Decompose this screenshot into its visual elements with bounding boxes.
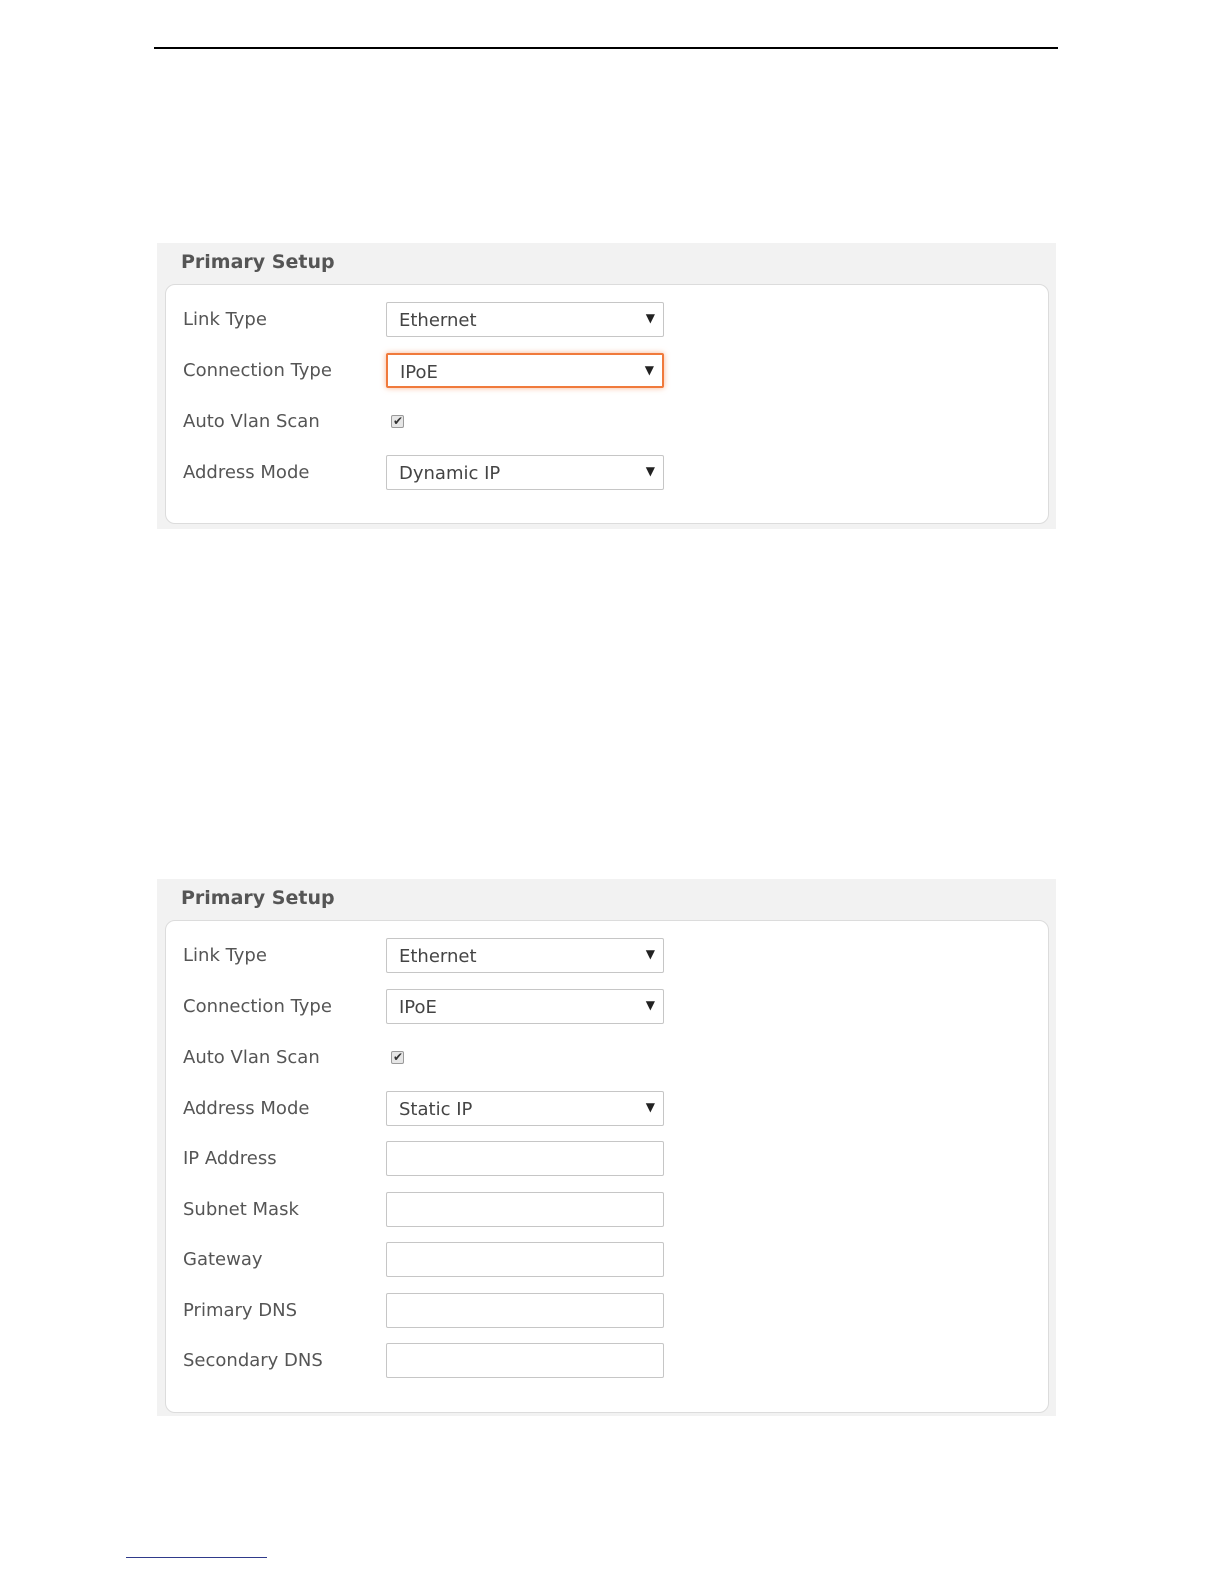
gateway-input[interactable] (386, 1242, 664, 1277)
secondary-dns-input[interactable] (386, 1343, 664, 1378)
address-mode-row (166, 455, 1048, 491)
settings-card (165, 284, 1049, 524)
link-type-select[interactable] (386, 302, 664, 337)
link-type-row (166, 302, 1048, 338)
page-header-rule (154, 47, 1058, 49)
address-mode-select[interactable] (386, 1091, 664, 1126)
link-type-label: Link Type (183, 945, 267, 966)
ip-address-input[interactable] (386, 1141, 664, 1176)
check-icon: ✔ (393, 1050, 404, 1064)
subnet-mask-input[interactable] (386, 1192, 664, 1227)
secondary-dns-row (166, 1343, 1048, 1379)
primary-dns-input[interactable] (386, 1293, 664, 1328)
address-mode-label: Address Mode (183, 1098, 310, 1119)
address-mode-row (166, 1091, 1048, 1127)
connection-type-value: IPoE (399, 997, 437, 1018)
chevron-down-icon: ▼ (645, 998, 655, 1012)
connection-type-label: Connection Type (183, 996, 332, 1017)
auto-vlan-scan-row (166, 1040, 1048, 1076)
link-type-row (166, 938, 1048, 974)
auto-vlan-scan-label: Auto Vlan Scan (183, 411, 320, 432)
address-mode-value: Static IP (399, 1099, 473, 1120)
chevron-down-icon: ▼ (645, 311, 655, 325)
panel-title: Primary Setup (181, 887, 335, 909)
footnote-rule (126, 1557, 267, 1558)
gateway-label: Gateway (183, 1249, 263, 1270)
chevron-down-icon: ▼ (645, 464, 655, 478)
subnet-mask-label: Subnet Mask (183, 1199, 299, 1220)
ip-address-label: IP Address (183, 1148, 277, 1169)
ip-address-row (166, 1141, 1048, 1177)
connection-type-row (166, 989, 1048, 1025)
link-type-value: Ethernet (399, 310, 477, 331)
auto-vlan-scan-row (166, 404, 1048, 440)
address-mode-value: Dynamic IP (399, 463, 501, 484)
check-icon: ✔ (393, 414, 404, 428)
chevron-down-icon: ▼ (644, 363, 654, 377)
secondary-dns-label: Secondary DNS (183, 1350, 323, 1371)
primary-setup-panel-dynamic (157, 243, 1056, 529)
panel-title: Primary Setup (181, 251, 335, 273)
primary-dns-row (166, 1293, 1048, 1329)
auto-vlan-scan-label: Auto Vlan Scan (183, 1047, 320, 1068)
connection-type-select[interactable] (386, 353, 664, 388)
address-mode-label: Address Mode (183, 462, 310, 483)
primary-dns-label: Primary DNS (183, 1300, 298, 1321)
auto-vlan-scan-checkbox[interactable] (391, 1051, 404, 1064)
settings-card (165, 920, 1049, 1413)
connection-type-value: IPoE (400, 362, 438, 383)
gateway-row (166, 1242, 1048, 1278)
subnet-mask-row (166, 1192, 1048, 1228)
chevron-down-icon: ▼ (645, 947, 655, 961)
address-mode-select[interactable] (386, 455, 664, 490)
link-type-select[interactable] (386, 938, 664, 973)
primary-setup-panel-static (157, 879, 1056, 1416)
link-type-label: Link Type (183, 309, 267, 330)
connection-type-select[interactable] (386, 989, 664, 1024)
auto-vlan-scan-checkbox[interactable] (391, 415, 404, 428)
link-type-value: Ethernet (399, 946, 477, 967)
connection-type-label: Connection Type (183, 360, 332, 381)
chevron-down-icon: ▼ (645, 1100, 655, 1114)
connection-type-row (166, 353, 1048, 389)
